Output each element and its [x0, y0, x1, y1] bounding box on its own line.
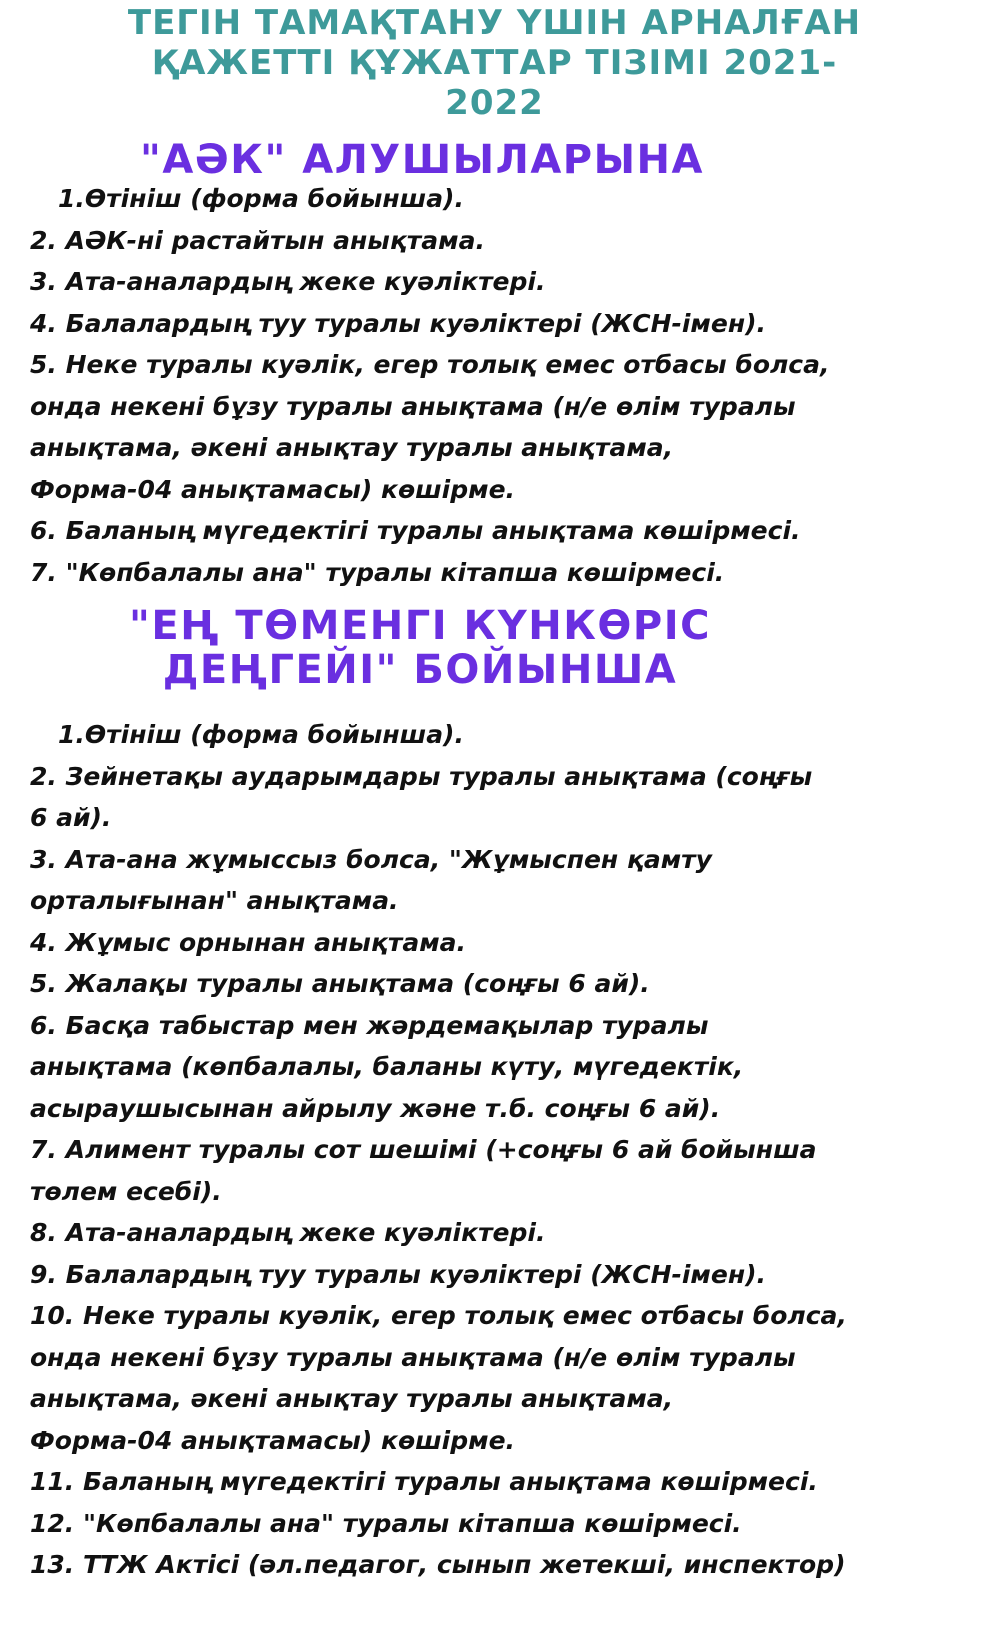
- list-item-line: 3. Ата-ана жұмыссыз болса, "Жұмыспен қамту: [30, 844, 712, 874]
- list-item-line: Форма-04 анықтамасы) көшірме.: [30, 474, 516, 504]
- list-item-line: 1.Өтініш (форма бойынша).: [58, 720, 464, 749]
- list-item-line: 9. Балалардың туу туралы куәліктері (ЖСН-імен).: [30, 1259, 767, 1289]
- list-item: [30, 714, 970, 756]
- list-item-line: 7. "Көпбалалы ана" туралы кітапша көшірмесі.: [30, 557, 725, 587]
- list-item-line: 6 ай).: [30, 803, 112, 832]
- list-item-line: 2. Зейнетақы аударымдары туралы анықтама (соңғы: [30, 761, 813, 791]
- list-item: [30, 1544, 970, 1586]
- list-item-line: 5. Неке туралы куәлік, егер толық емес отбасы болса,: [30, 350, 830, 379]
- section-list-min-living: [30, 714, 970, 1586]
- section-heading-line: "ЕҢ ТӨМЕНГІ КҮНКӨРІС: [129, 603, 711, 649]
- list-item: [30, 1503, 970, 1545]
- list-item-line: 3. Ата-аналардың жеке куәліктері.: [30, 267, 546, 296]
- list-item-line: онда некені бұзу туралы анықтама (н/е өлім туралы: [30, 1342, 796, 1372]
- list-item-line: 6. Баланың мүгедектігі туралы анықтама көшірмесі.: [30, 516, 801, 545]
- list-item: [30, 963, 970, 1005]
- list-item: [30, 756, 970, 839]
- list-item-line: 10. Неке туралы куәлік, егер толық емес отбасы болса,: [30, 1301, 847, 1330]
- list-item: [30, 1461, 970, 1503]
- list-item: [30, 1129, 970, 1212]
- list-item: [30, 1295, 970, 1461]
- list-item-line: анықтама, әкені анықтау туралы анықтама,: [30, 1384, 674, 1413]
- list-item-line: орталығынан" анықтама.: [30, 886, 399, 915]
- list-item: [30, 344, 970, 510]
- list-item-line: онда некені бұзу туралы анықтама (н/е өлім туралы: [30, 391, 796, 421]
- list-item: [30, 839, 970, 922]
- list-item-line: асыраушысынан айрылу және т.б. соңғы 6 ай).: [30, 1093, 721, 1123]
- list-item-line: 2. АӘК-ні растайтын анықтама.: [30, 225, 485, 255]
- list-item-line: 4. Жұмыс орнынан анықтама.: [30, 927, 467, 957]
- section-list-aak: [30, 178, 970, 593]
- list-item-line: 1.Өтініш (форма бойынша).: [58, 184, 464, 213]
- list-item-line: төлем есебі).: [30, 1176, 222, 1206]
- list-item: [30, 178, 970, 220]
- list-item: [30, 1212, 970, 1254]
- list-item-line: анықтама (көпбалалы, баланы күту, мүгедектік,: [30, 1052, 744, 1081]
- list-item-line: 11. Баланың мүгедектігі туралы анықтама көшірмесі.: [30, 1467, 818, 1496]
- list-item: [30, 220, 970, 262]
- document-title: [0, 3, 989, 123]
- list-item-line: Форма-04 анықтамасы) көшірме.: [30, 1425, 516, 1455]
- title-line: ҚАЖЕТТІ ҚҰЖАТТАР ТІЗІМІ 2021-: [151, 43, 838, 83]
- list-item: [30, 552, 970, 594]
- list-item: [30, 922, 970, 964]
- section-heading-min-living: [0, 604, 840, 692]
- list-item-line: 5. Жалақы туралы анықтама (соңғы 6 ай).: [30, 969, 650, 998]
- list-item-line: 8. Ата-аналардың жеке куәліктері.: [30, 1218, 546, 1247]
- list-item: [30, 303, 970, 345]
- list-item: [30, 1005, 970, 1130]
- list-item-line: 4. Балалардың туу туралы куәліктері (ЖСН-імен).: [30, 308, 767, 338]
- list-item-line: 6. Басқа табыстар мен жәрдемақылар туралы: [30, 1010, 709, 1040]
- list-item: [30, 510, 970, 552]
- section-heading-line: ДЕҢГЕЙІ" БОЙЫНША: [162, 647, 678, 693]
- list-item-line: 13. ТТЖ Актісі (әл.педагог, сынып жетекші, инспектор): [30, 1550, 846, 1579]
- list-item-line: 7. Алимент туралы сот шешімі (+соңғы 6 ай бойынша: [30, 1135, 817, 1164]
- title-line: ТЕГІН ТАМАҚТАНУ ҮШІН АРНАЛҒАН: [127, 3, 862, 43]
- title-line: 2022: [445, 83, 544, 123]
- section-heading-aak: "АӘК" АЛУШЫЛАРЫНА: [140, 137, 704, 183]
- list-item: [30, 261, 970, 303]
- list-item-line: анықтама, әкені анықтау туралы анықтама,: [30, 433, 674, 462]
- list-item-line: 12. "Көпбалалы ана" туралы кітапша көшірмесі.: [30, 1508, 742, 1538]
- list-item: [30, 1254, 970, 1296]
